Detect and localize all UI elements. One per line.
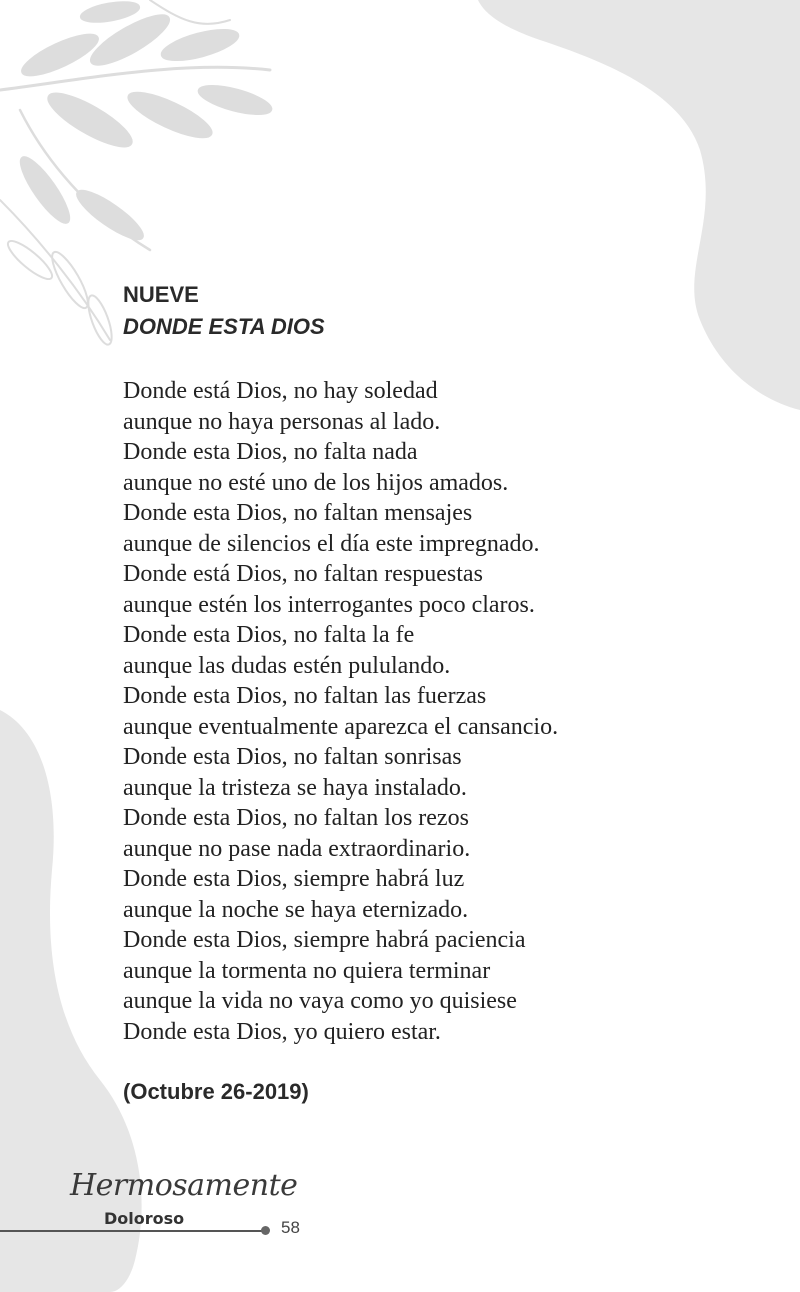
poem-line: Donde esta Dios, no faltan las fuerzas (123, 683, 487, 709)
poem-date: (Octubre 26-2019) (123, 1079, 309, 1104)
poem-page (123, 280, 743, 1105)
poem-line: Donde esta Dios, siempre habrá luz (123, 866, 465, 892)
poem-line: aunque la vida no vaya como yo quisiese (123, 988, 517, 1014)
poem-line: aunque la tormenta no quiera terminar (123, 957, 491, 984)
footer-rule-dot (261, 1226, 270, 1235)
bottom-left-blob (0, 710, 142, 1292)
poem-line: Donde esta Dios, no faltan mensajes (123, 500, 473, 526)
poem-line: Donde esta Dios, no falta nada (123, 439, 418, 465)
poem-line: Donde esta Dios, yo quiero estar. (123, 1018, 441, 1045)
poem-line: Donde esta Dios, siempre habrá paciencia (123, 927, 526, 953)
poem-line: aunque no esté uno de los hijos amados. (123, 469, 509, 496)
poem-line: Donde esta Dios, no faltan los rezos (123, 805, 469, 831)
book-title-subtitle: Doloroso (104, 1209, 185, 1228)
poem-line: Donde esta Dios, no faltan sonrisas (123, 744, 462, 770)
poem-number-heading: NUEVE (123, 282, 199, 307)
poem-line: aunque estén los interrogantes poco claros. (123, 591, 535, 618)
footer-rule (0, 1230, 264, 1232)
page-number: 58 (281, 1218, 300, 1237)
poem-line: Donde esta Dios, no falta la fe (123, 622, 415, 648)
poem-body (123, 376, 743, 1047)
poem-line: aunque la noche se haya eternizado. (123, 896, 469, 923)
poem-line: Donde está Dios, no faltan respuestas (123, 561, 483, 587)
poem-line: aunque las dudas estén pululando. (123, 652, 451, 679)
poem-line: aunque eventualmente aparezca el cansancio. (123, 713, 559, 740)
poem-line: aunque no pase nada extraordinario. (123, 835, 471, 862)
poem-line: aunque de silencios el día este impregnado. (123, 530, 540, 557)
poem-line: aunque la tristeza se haya instalado. (123, 774, 467, 801)
poem-line: aunque no haya personas al lado. (123, 408, 441, 435)
poem-title: DONDE ESTA DIOS (123, 314, 325, 339)
book-title-script: Hermosamente (70, 1168, 298, 1203)
poem-line: Donde está Dios, no hay soledad (123, 378, 438, 404)
